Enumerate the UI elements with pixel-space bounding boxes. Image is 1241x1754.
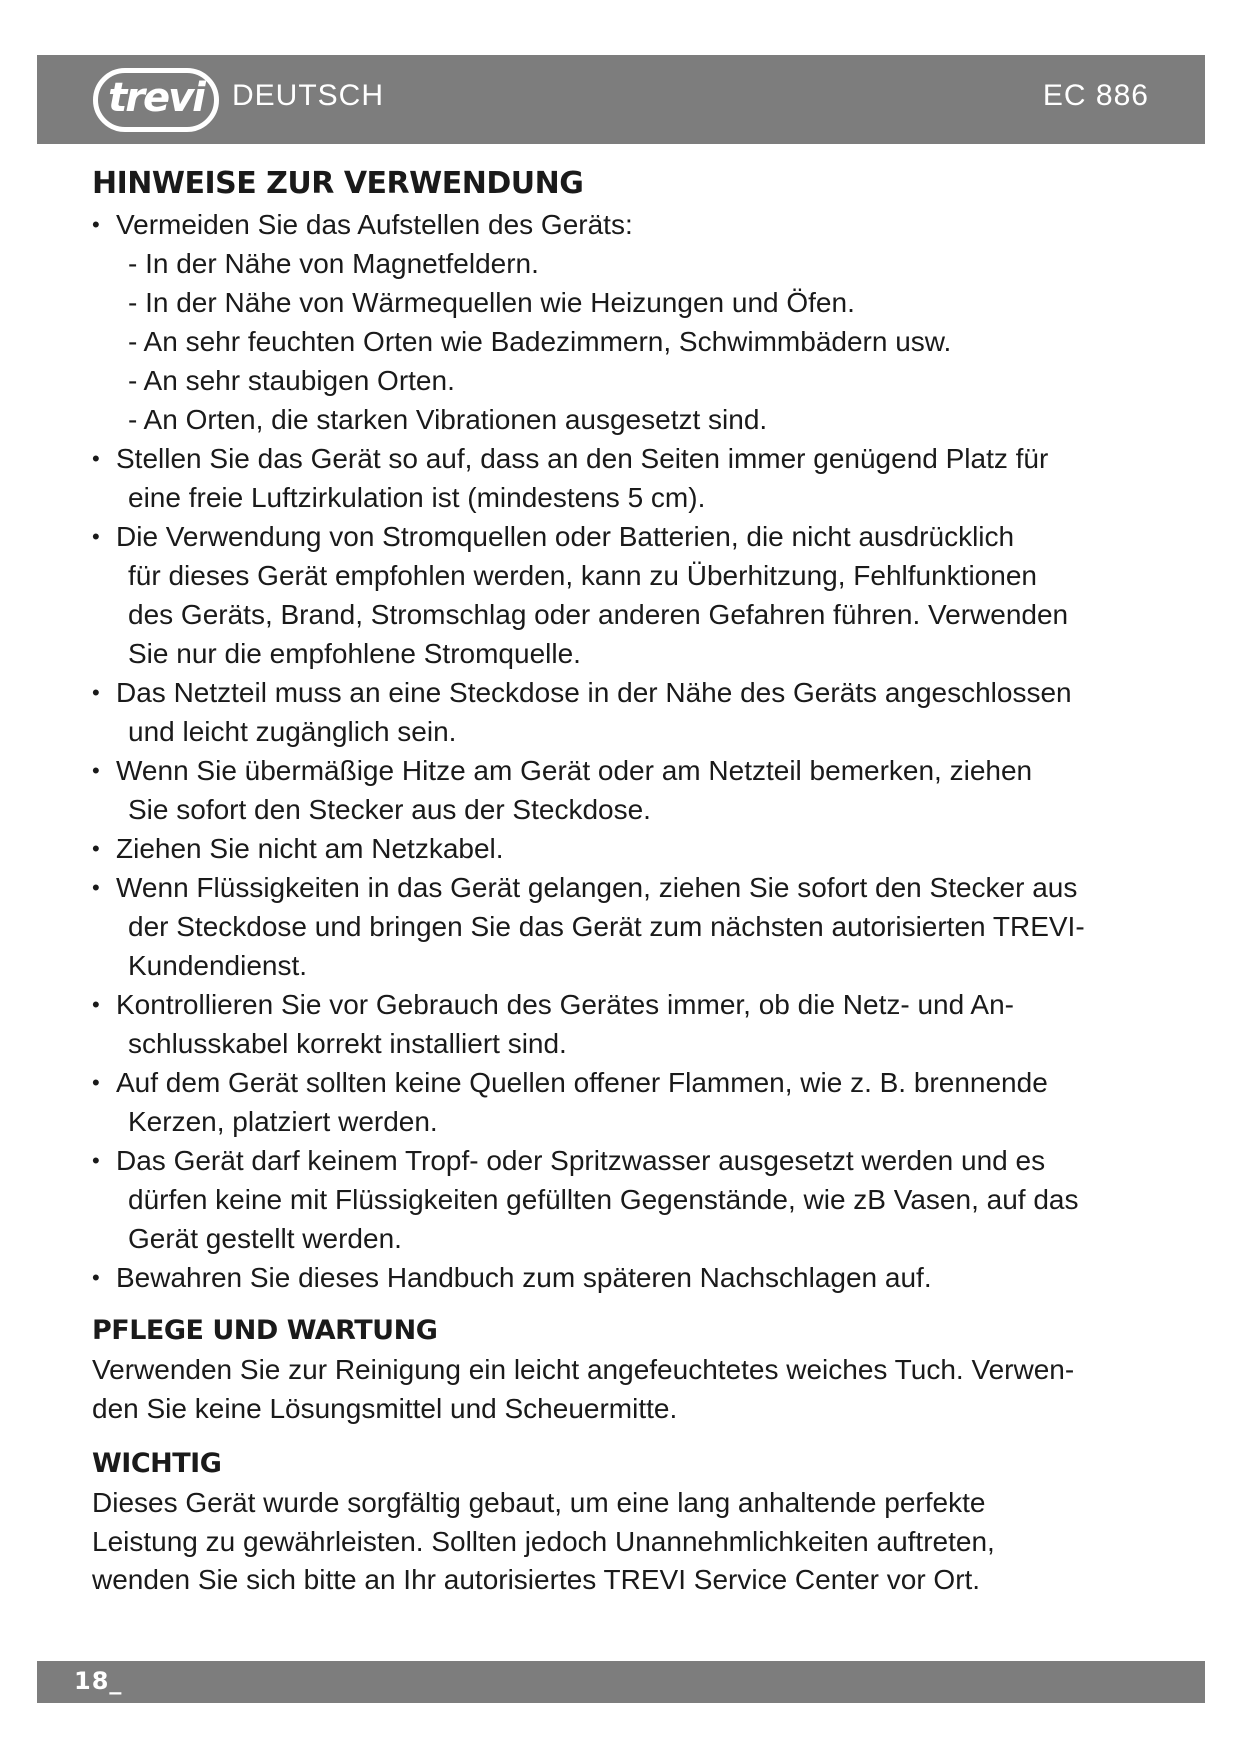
list-item-line: schlusskabel korrekt installiert sind. [128,1028,567,1059]
important-line: Leistung zu gewährleisten. Sollten jedoch Unannehmlichkeiten auftreten, [92,1525,995,1557]
bullet-icon: • [92,1148,100,1173]
trevi-logo [93,68,219,132]
list-item-line: Ziehen Sie nicht am Netzkabel. [116,833,504,864]
list-subitem: - An sehr feuchten Orten wie Badezimmern, Schwimmbädern usw. [128,326,952,357]
language-label: DEUTSCH [232,79,385,112]
list-item [92,868,1172,985]
list-item [92,517,1172,673]
list-item-line: Sie nur die empfohlene Stromquelle. [128,638,581,669]
section-title-care: PFLEGE UND WARTUNG [92,1315,438,1346]
list-item-line: und leicht zugänglich sein. [128,716,457,747]
list-item-line: Gerät gestellt werden. [128,1223,402,1254]
section-title-important: WICHTIG [92,1448,222,1479]
list-item-line: Stellen Sie das Gerät so auf, dass an den Seiten immer genügend Platz für [116,443,1049,474]
bullet-icon: • [92,446,100,471]
bullet-icon: • [92,758,100,783]
list-item [92,205,1172,439]
care-line: den Sie keine Lösungsmittel und Scheuermitte. [92,1392,678,1424]
list-item-line: Kerzen, platziert werden. [128,1106,438,1137]
list-item [92,673,1172,751]
list-item-line: der Steckdose und bringen Sie das Gerät zum nächsten autorisierten TREVI- [128,911,1085,942]
usage-notes-list [92,205,1172,1297]
list-subitem: - In der Nähe von Wärmequellen wie Heizungen und Öfen. [128,287,855,318]
list-item-line: für dieses Gerät empfohlen werden, kann zu Überhitzung, Fehlfunktionen [128,560,1037,591]
list-item-line: Wenn Flüssigkeiten in das Gerät gelangen, ziehen Sie sofort den Stecker aus [116,872,1078,903]
important-line: wenden Sie sich bitte an Ihr autorisiertes TREVI Service Center vor Ort. [92,1564,981,1595]
bullet-icon: • [92,212,100,237]
important-paragraph [92,1484,1172,1600]
list-item-line: Bewahren Sie dieses Handbuch zum späteren Nachschlagen auf. [116,1262,932,1293]
list-item [92,1258,1172,1297]
list-item-line: Kundendienst. [128,950,308,981]
footer-bar [37,1661,1205,1703]
list-item [92,1063,1172,1141]
list-subitem: - An sehr staubigen Orten. [128,365,455,396]
section-title-usage: HINWEISE ZUR VERWENDUNG [92,166,584,201]
care-line: Verwenden Sie zur Reinigung ein leicht angefeuchtetes weiches Tuch. Verwen- [92,1354,1075,1385]
list-item [92,985,1172,1063]
model-label: EC 886 [1042,79,1149,112]
list-item-line: Sie sofort den Stecker aus der Steckdose. [128,794,651,825]
header-bar [37,55,1205,144]
bullet-icon: • [92,524,100,549]
bullet-icon: • [92,836,100,861]
list-item-line: Wenn Sie übermäßige Hitze am Gerät oder am Netzteil bemerken, ziehen [116,755,1033,786]
list-item-line: Vermeiden Sie das Aufstellen des Geräts: [116,209,633,240]
list-item [92,751,1172,829]
list-item [92,829,1172,868]
list-item [92,439,1172,517]
important-line: Dieses Gerät wurde sorgfältig gebaut, um eine lang anhaltende perfekte [92,1487,986,1518]
list-item-line: Die Verwendung von Stromquellen oder Batterien, die nicht ausdrücklich [116,521,1015,552]
list-item-line: Auf dem Gerät sollten keine Quellen offener Flammen, wie z. B. brennende [116,1067,1048,1098]
bullet-icon: • [92,992,100,1017]
list-item-line: Das Gerät darf keinem Tropf- oder Spritzwasser ausgesetzt werden und es [116,1145,1046,1176]
list-subitem: - An Orten, die starken Vibrationen ausgesetzt sind. [128,404,768,435]
logo-text: trevi [108,75,204,121]
bullet-icon: • [92,1265,100,1290]
list-item [92,1141,1172,1258]
bullet-icon: • [92,875,100,900]
bullet-icon: • [92,680,100,705]
care-paragraph [92,1351,1172,1428]
list-subitem: - In der Nähe von Magnetfeldern. [128,248,539,279]
bullet-icon: • [92,1070,100,1095]
page-content [92,163,1172,1600]
list-item-line: des Geräts, Brand, Stromschlag oder anderen Gefahren führen. Verwenden [128,599,1069,630]
list-item-line: Das Netzteil muss an eine Steckdose in der Nähe des Geräts angeschlossen [116,677,1072,708]
list-item-line: dürfen keine mit Flüssigkeiten gefüllten Gegenstände, wie zB Vasen, auf das [128,1184,1079,1215]
list-item-line: Kontrollieren Sie vor Gebrauch des Gerätes immer, ob die Netz- und An- [116,989,1014,1020]
page-number: 18_ [74,1667,123,1695]
list-item-line: eine freie Luftzirkulation ist (mindestens 5 cm). [128,482,706,513]
